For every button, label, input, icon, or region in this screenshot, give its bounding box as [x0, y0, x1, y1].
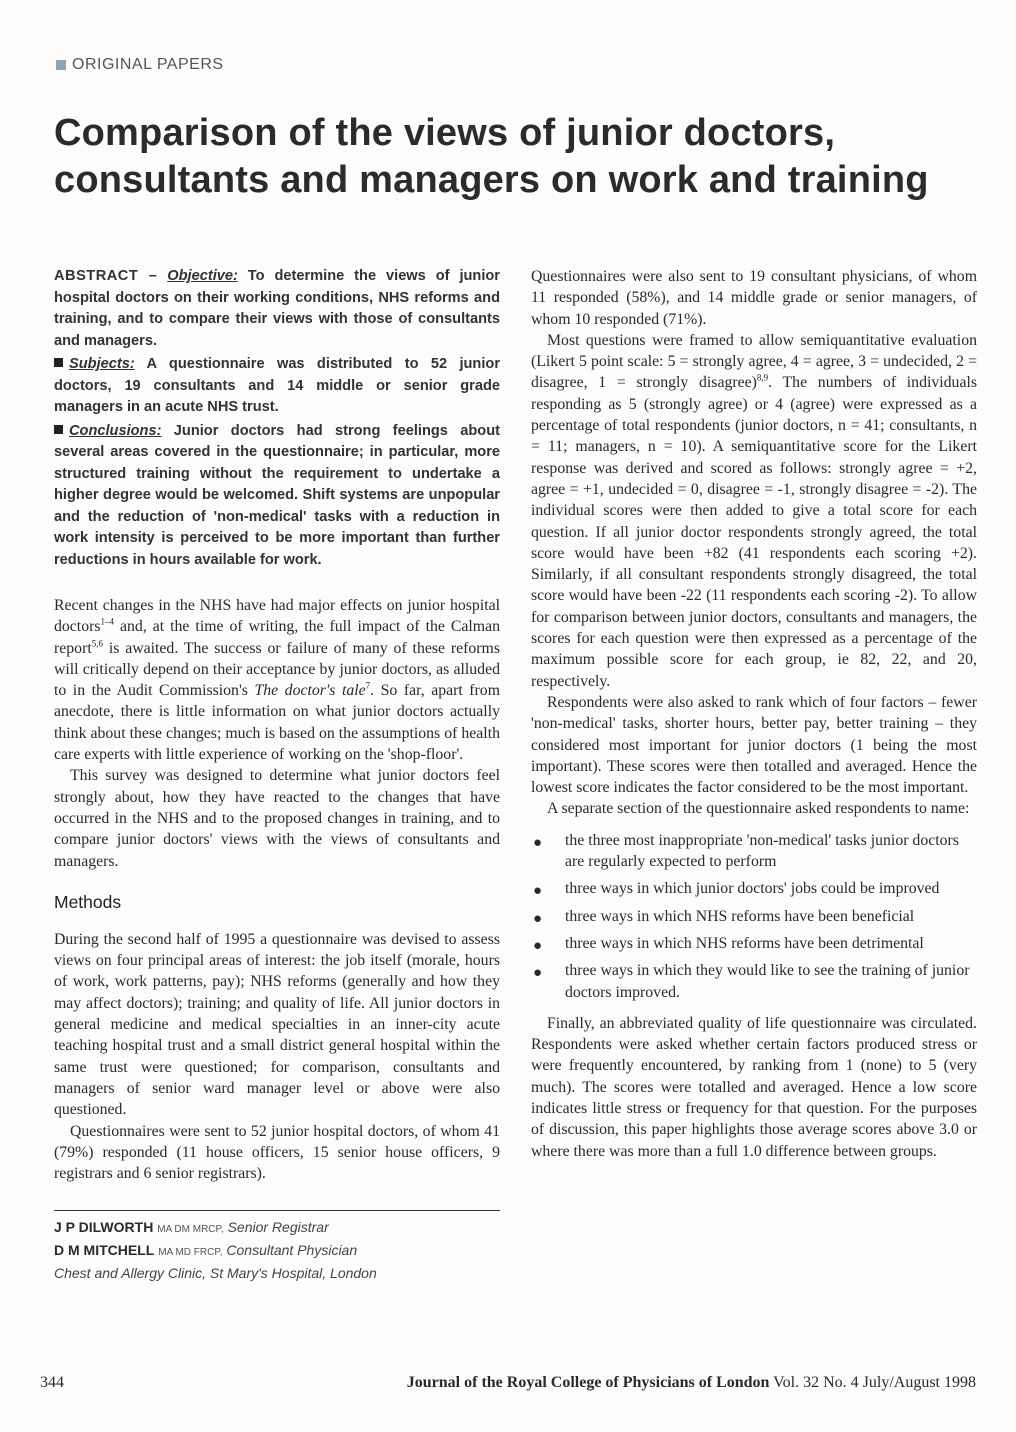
- author-2-degrees: MA MD FRCP,: [158, 1247, 223, 1259]
- likert-text-a: Most questions were framed to allow semiquantitative evaluation (Likert 5 point scale: 5 = strongly agree, 4 = agree, 3 = undecided, 2 = disagree, 1 = strongly disagree): [531, 331, 977, 392]
- author-1-role: Senior Registrar: [223, 1219, 329, 1236]
- author-block: [54, 1210, 500, 1284]
- abstract-conclusions: [54, 421, 500, 572]
- subjects-text: A questionnaire was distributed to 52 junior doctors, 19 consultants and 14 middle or senior grade managers in an acute NHS trust.: [54, 356, 500, 415]
- author-2-name: D M MITCHELL: [54, 1242, 155, 1259]
- abstract-subjects: [54, 354, 500, 419]
- abstract-objective: [54, 266, 500, 352]
- list-item-text: three ways in which they would like to see the training of junior doctors improved.: [565, 962, 970, 1001]
- journal-name: Journal of the Royal College of Physicians of London: [406, 1374, 770, 1391]
- list-item-text: three ways in which NHS reforms have been detrimental: [565, 934, 924, 952]
- author-1-name: J P DILWORTH: [54, 1219, 154, 1236]
- left-column: [54, 266, 500, 1284]
- intro-text-c: is awaited. The success or failure of many of these reforms will critically depend on their acceptance by junior doctors, as alluded to in the Audit Commission's: [54, 639, 500, 700]
- task-list: [531, 830, 977, 1003]
- bullet-icon: ●: [533, 937, 543, 954]
- intro-italic-title: The doctor's tale: [254, 682, 366, 700]
- affiliation: Chest and Allergy Clinic, St Mary's Hospital, London: [54, 1265, 377, 1282]
- right-column: [531, 266, 977, 1162]
- page-number: 344: [40, 1374, 64, 1391]
- list-item-text: the three most inappropriate 'non-medical' tasks junior doctors are regularly expected to perform: [565, 831, 959, 871]
- intro-text-a: Recent changes in the NHS have had major effects on junior hospital doctors: [54, 597, 500, 636]
- list-item: [531, 906, 977, 927]
- conclusions-text: Junior doctors had strong feelings about several areas covered in the questionnaire; in particular, more structured training without the requirement to undertake a higher degree would be welcomed. Shift systems are unpopular and the reduction of 'non-medical' tasks with a reduction in work intensity is perceived to be more important than further reductions in hours available for work.: [54, 422, 500, 568]
- right-paragraph-2: [531, 330, 977, 692]
- journal-issue: Vol. 32 No. 4 July/August 1998: [769, 1374, 976, 1391]
- bullet-icon: ●: [533, 834, 543, 851]
- bullet-icon: ●: [533, 910, 543, 927]
- square-bullet-icon: [54, 358, 63, 367]
- section-square-icon: [56, 60, 66, 70]
- article-title: Comparison of the views of junior doctors, consultants and managers on work and training: [54, 112, 929, 201]
- intro-paragraph-2: This survey was designed to determine what junior doctors feel strongly about, how they have reacted to the changes that have occurred in the NHS and to the proposed changes in training, and to compare junior doctors' views with the views of consultants and managers.: [54, 767, 500, 870]
- square-bullet-icon: [54, 425, 63, 434]
- citation: 7: [365, 680, 371, 691]
- objective-label: Objective:: [167, 268, 238, 284]
- right-paragraph-3: Respondents were also asked to rank which of four factors – fewer 'non-medical' tasks, shorter hours, better pay, better training – they considered most important for junior doctors (1 being the most important). These scores were then totalled and averaged. Hence the lowest score indicates the factor considered to be the most important.: [531, 693, 977, 797]
- abstract: [54, 266, 500, 571]
- list-item: [531, 878, 977, 899]
- bullet-icon: ●: [533, 965, 543, 982]
- author-1: [54, 1217, 500, 1240]
- subjects-label: Subjects:: [69, 356, 135, 372]
- section-label: [56, 56, 224, 74]
- list-item-text: three ways in which NHS reforms have been beneficial: [565, 907, 915, 925]
- citation: 5,6: [91, 638, 103, 649]
- section-label-text: ORIGINAL PAPERS: [72, 56, 224, 73]
- author-2: [54, 1240, 500, 1263]
- right-paragraph-5: Finally, an abbreviated quality of life questionnaire was circulated. Respondents were asked whether certain factors produced stress or were frequently encountered, by ranking from 1 (none) to 5 (very much). The scores were totalled and averaged. Hence a low score indicates little stress or frequency for that question. For the purposes of discussion, this paper highlights those average scores above 3.0 or where there was more than a full 1.0 difference between groups.: [531, 1014, 977, 1160]
- author-1-degrees: MA DM MRCP,: [157, 1224, 224, 1236]
- citation: 8,9: [756, 373, 769, 384]
- likert-text-b: . The numbers of individuals responding as 5 (strongly agree) or 4 (agree) were expressed as a percentage of total respondents (junior doctors, n = 41; consultants, n = 11; managers, n = 10). A semiquantitative score for the Likert response was derived and scored as follows: strongly agree = +2, agree = +1, undecided = 0, disagree = -1, strongly disagree = -2). The individual scores were then added to give a total score for each question. If all junior doctor respondents strongly agreed, the total score would have been +82 (41 respondents each scoring +2). Similarly, if all consultant respondents strongly disagreed, the total score would have been -22 (11 respondents each scoring -2). To allow for comparison between junior doctors, consultants and managers, the scores for each question were then expressed as a percentage of the maximum possible score for each group, ie 82, 22, and 20, respectively.: [531, 374, 977, 690]
- right-paragraph-4: A separate section of the questionnaire asked respondents to name:: [547, 800, 970, 818]
- bullet-icon: ●: [533, 883, 543, 900]
- list-item: [531, 933, 977, 954]
- intro-text-b: and, at the time of writing, the full impact of the Calman report: [54, 618, 500, 657]
- list-item: [531, 960, 977, 1003]
- author-2-role: Consultant Physician: [222, 1242, 358, 1259]
- list-item: [531, 830, 977, 873]
- methods-heading: Methods: [54, 891, 122, 912]
- intro-paragraph-1: [54, 595, 500, 765]
- abstract-heading: ABSTRACT –: [54, 268, 158, 284]
- methods-paragraph-1: During the second half of 1995 a questionnaire was devised to assess views on four principal areas of interest: the job itself (morale, hours of work, work patterns, pay); NHS reforms (generally and how they may affect doctors); training; and quality of life. All junior doctors in general medicine and medical specialties in an inner-city acute teaching hospital trust and a small district general hospital within the same trust were questioned; for comparison, consultants and managers of senior ward manager level or above were also questioned.: [54, 930, 500, 1119]
- journal-footer: [407, 1374, 976, 1392]
- methods-paragraph-2: Questionnaires were sent to 52 junior hospital doctors, of whom 41 (79%) responded (11 house officers, 15 senior house officers, 9 registrars and 6 senior registrars).: [54, 1122, 500, 1183]
- objective-text: To determine the views of junior hospital doctors on their working conditions, NHS reforms and training, and to compare their views with those of consultants and managers.: [54, 268, 500, 349]
- list-item-text: three ways in which junior doctors' jobs could be improved: [565, 880, 940, 898]
- intro-section: [54, 595, 500, 1184]
- citation: 1–4: [100, 617, 115, 628]
- right-paragraph-1: Questionnaires were also sent to 19 consultant physicians, of whom 11 responded (58%), and 14 middle grade or senior managers, of whom 10 responded (71%).: [531, 268, 977, 328]
- intro-text-d: . So far, apart from anecdote, there is little information on what junior doctors actually think about these changes; much is based on the assumptions of health care experts with little experience of working on the 'shop-floor'.: [54, 682, 500, 764]
- conclusions-label: Conclusions:: [69, 422, 162, 439]
